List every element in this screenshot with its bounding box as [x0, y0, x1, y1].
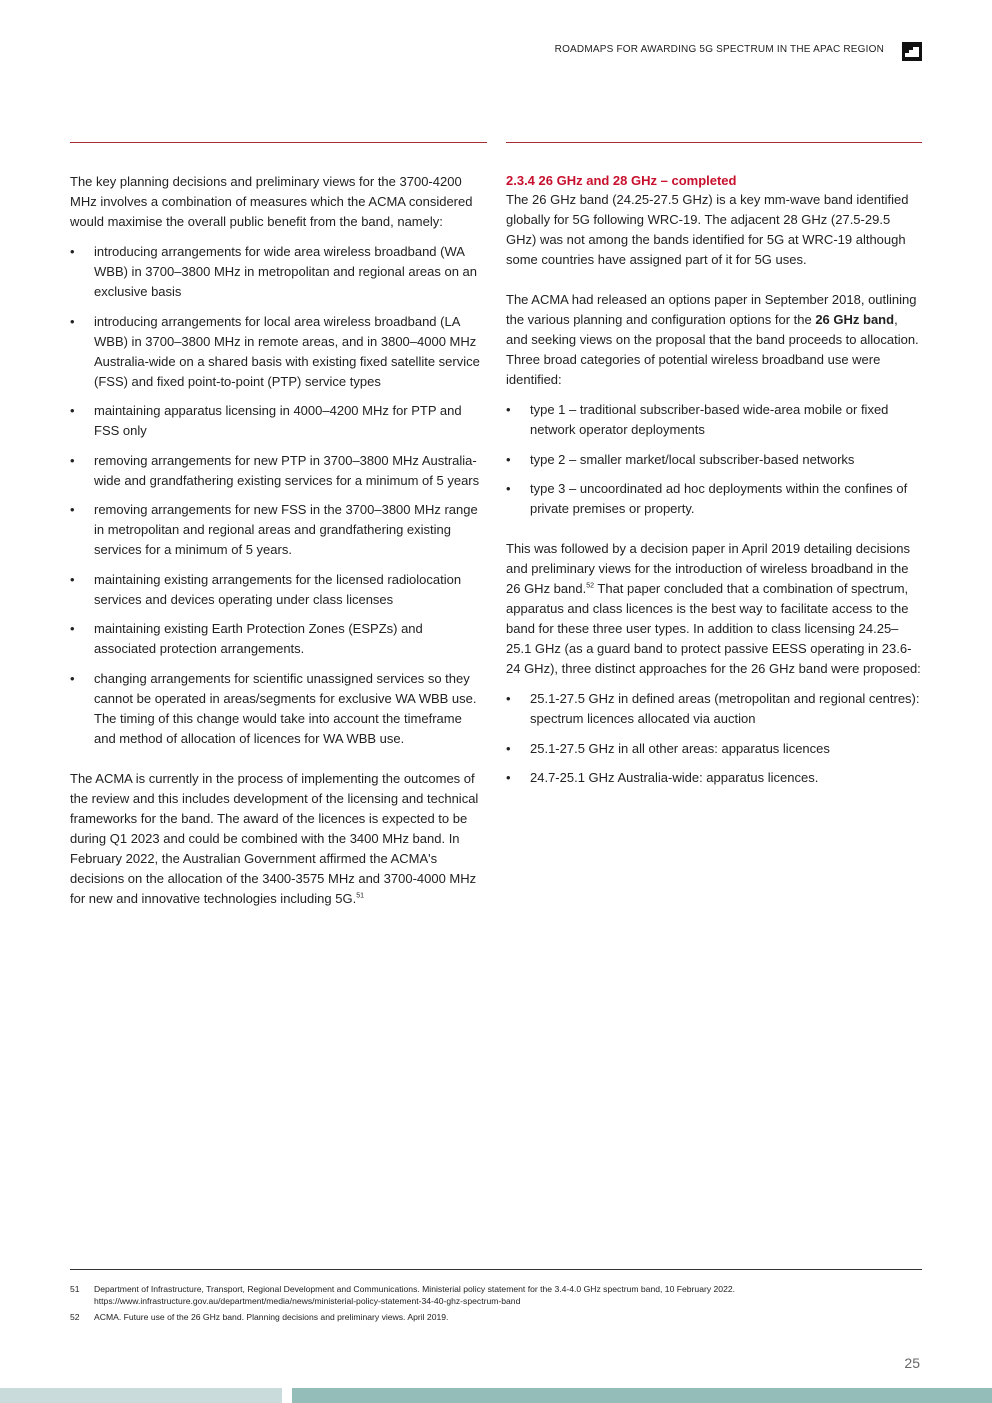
paragraph-text: That paper concluded that a combination of spectrum, apparatus and class licences is the best way to facilitate access to the band for these three user types. In addition to class licensing 24.25–25.1 GHz (as a guard band to protect passive EESS operating in 23.6-24 GHz), three distinct approaches for the 26 GHz band were proposed:	[506, 581, 921, 676]
paragraph-26ghz-intro: The 26 GHz band (24.25-27.5 GHz) is a key mm-wave band identified globally for 5G following WRC-19. The adjacent 28 GHz (27.5-29.5 GHz) was not among the bands identified for 5G at WRC-19 although some countries have assigned part of it for 5G uses.	[506, 192, 909, 267]
footnote-51	[70, 1283, 922, 1307]
footnote-text[interactable]: Department of Infrastructure, Transport, Regional Development and Communications. Ministerial policy statement for the 3.4-4.0 GHz spectrum band, 10 February 2022. https://www.infrastructure.gov.au/department/media/news/ministerial-policy-statement-34-40-ghz-spectrum-band	[94, 1284, 736, 1306]
closing-text: The ACMA is currently in the process of implementing the outcomes of the review and this includes development of the licensing and technical frameworks for the band. The award of the licences is expected to be during Q1 2023 and could be combined with the 3400 MHz band. In February 2022, the Australian Government affirmed the ACMA's decisions on the allocation of the 3400-3575 MHz and 3700-4000 MHz for new and innovative technologies including 5G.	[70, 770, 479, 906]
list-item: • introducing arrangements for wide area wireless broadband (WA WBB) in 3700–3800 MHz in metropolitan and regional areas on an exclusive basis	[70, 242, 484, 302]
footnote-52	[70, 1311, 922, 1323]
paragraph-decision-paper	[506, 539, 922, 679]
running-header-title: ROADMAPS FOR AWARDING 5G SPECTRUM IN THE APAC REGION	[554, 44, 884, 55]
list-item: • type 1 – traditional subscriber-based wide-area mobile or fixed network operator deployments	[506, 400, 922, 440]
footer-bar-dark	[292, 1388, 992, 1403]
footnote-ref-51[interactable]: 51	[356, 892, 364, 900]
footnote-number: 51	[70, 1284, 80, 1294]
user-types-list	[506, 400, 922, 519]
right-column	[506, 172, 922, 798]
list-item: • removing arrangements for new PTP in 3700–3800 MHz Australia-wide and grandfathering existing services for a minimum of 5 years	[70, 451, 484, 491]
footnote-number: 52	[70, 1312, 80, 1322]
page-number: 25	[904, 1355, 920, 1371]
paragraph-text: , and seeking views on the proposal that the band proceeds to allocation. Three broad categories of potential wireless broadband use were identified:	[506, 312, 919, 387]
report-stairs-icon	[902, 42, 922, 61]
bold-term: 26 GHz band	[815, 312, 895, 327]
intro-paragraph: The key planning decisions and preliminary views for the 3700-4200 MHz involves a combination of measures which the ACMA considered would maximise the overall public benefit from the band, namely:	[70, 174, 473, 229]
section-heading: 2.3.4 26 GHz and 28 GHz – completed	[506, 173, 737, 188]
right-column-top-rule	[506, 142, 922, 143]
list-item: • type 3 – uncoordinated ad hoc deployments within the confines of private premises or property.	[506, 479, 922, 519]
list-item: • 25.1-27.5 GHz in defined areas (metropolitan and regional centres): spectrum licences allocated via auction	[506, 689, 922, 729]
list-item: • type 2 – smaller market/local subscriber-based networks	[506, 450, 922, 470]
list-item: • removing arrangements for new FSS in the 3700–3800 MHz range in metropolitan and regional areas and grandfathering existing services for a minimum of 5 years.	[70, 500, 484, 560]
left-column	[70, 172, 484, 909]
footnote-text: ACMA. Future use of the 26 GHz band. Planning decisions and preliminary views. April 2019.	[94, 1312, 449, 1322]
footer-bar-light	[0, 1388, 282, 1403]
paragraph-options-paper	[506, 290, 922, 390]
list-item: • 24.7-25.1 GHz Australia-wide: apparatus licences.	[506, 768, 922, 788]
list-item: • introducing arrangements for local area wireless broadband (LA WBB) in 3700–3800 MHz in remote areas, and in 3800–4000 MHz Australia-wide on a shared basis with existing fixed satellite service (FSS) and fixed point-to-point (PTP) service types	[70, 312, 484, 392]
list-item: • 25.1-27.5 GHz in all other areas: apparatus licences	[506, 739, 922, 759]
list-item: • maintaining existing Earth Protection Zones (ESPZs) and associated protection arrangements.	[70, 619, 484, 659]
list-item: • maintaining apparatus licensing in 4000–4200 MHz for PTP and FSS only	[70, 401, 484, 441]
closing-paragraph	[70, 769, 484, 909]
measures-list	[70, 242, 484, 749]
approaches-list	[506, 689, 922, 788]
paragraph-text: The ACMA had released an options paper in September 2018, outlining the various planning and configuration options for the	[506, 292, 917, 327]
footnote-divider	[70, 1269, 922, 1270]
footnote-ref-52[interactable]: 52	[586, 582, 595, 590]
left-column-top-rule	[70, 142, 487, 143]
paragraph-text: This was followed by a decision paper in April 2019 detailing decisions and preliminary views for the introduction of wireless broadband in the 26 GHz band.	[506, 541, 910, 596]
list-item: • maintaining existing arrangements for the licensed radiolocation services and devices operating under class licenses	[70, 570, 484, 610]
footnotes	[70, 1283, 922, 1327]
list-item: • changing arrangements for scientific unassigned services so they cannot be operated in areas/segments for exclusive WA WBB use. The timing of this change would take into account the timeframe and method of allocation of licences for WA WBB use.	[70, 669, 484, 749]
